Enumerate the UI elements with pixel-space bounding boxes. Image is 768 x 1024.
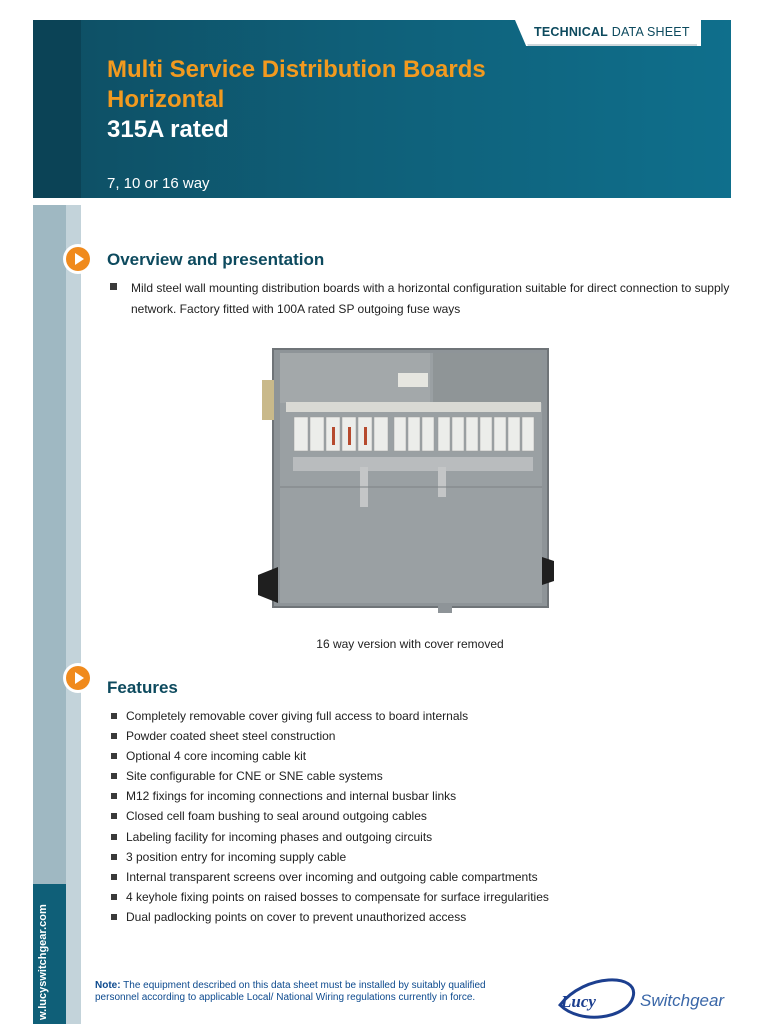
note-label: Note: [95,980,121,991]
note-text: The equipment described on this data sheet must be installed by suitably qualified personnel according to applicable Local/ National Wiring regulations currently in force. [95,980,486,1003]
feature-item: Labeling facility for incoming phases and outgoing circuits [110,827,549,847]
feature-item: Powder coated sheet steel construction [110,726,549,746]
feature-item: Optional 4 core incoming cable kit [110,746,549,766]
feature-item: M12 fixings for incoming connections and internal busbar links [110,786,549,806]
square-bullet-icon [110,283,117,290]
features-list [110,706,549,927]
play-arrow-icon [66,666,90,690]
datasheet-label-rest: DATA SHEET [611,25,690,39]
product-ways: 7, 10 or 16 way [107,175,210,192]
feature-item: Site configurable for CNE or SNE cable systems [110,766,549,786]
overview-heading: Overview and presentation [107,250,325,269]
page-title-line2: Horizontal [107,86,225,113]
image-caption: 16 way version with cover removed [316,637,504,651]
header-banner-stripe [33,20,81,198]
logo-lucy-text: Lucy [561,992,596,1011]
logo-switchgear-text: Switchgear [640,991,725,1010]
page-title-line1: Multi Service Distribution Boards [107,56,486,83]
feature-item: Completely removable cover giving full access to board internals [110,706,549,726]
footer-note [95,980,525,1004]
datasheet-label [534,25,690,39]
overview-text: Mild steel wall mounting distribution boards with a horizontal configuration suitable for direct connection to supply network. Factory fitted with 100A rated SP outgoing fuse ways [131,281,730,316]
overview-marker-icon [63,244,93,274]
feature-item: 4 keyhole fixing points on raised bosses to compensate for surface irregularities [110,887,549,907]
features-marker-icon [63,663,93,693]
website-url[interactable]: w.lucyswitchgear.com [37,904,49,1020]
lucy-switchgear-logo [555,975,735,1023]
product-rating: 315A rated [107,116,229,143]
feature-item: Dual padlocking points on cover to prevent unauthorized access [110,907,549,927]
sidebar-inner-bar [66,205,81,1024]
features-heading: Features [107,678,178,697]
product-image [248,345,568,625]
play-arrow-icon [66,247,90,271]
feature-item: Closed cell foam bushing to seal around outgoing cables [110,806,549,826]
feature-item: Internal transparent screens over incoming and outgoing cable compartments [110,867,549,887]
datasheet-label-bold: TECHNICAL [534,25,609,39]
feature-item: 3 position entry for incoming supply cable [110,847,549,867]
